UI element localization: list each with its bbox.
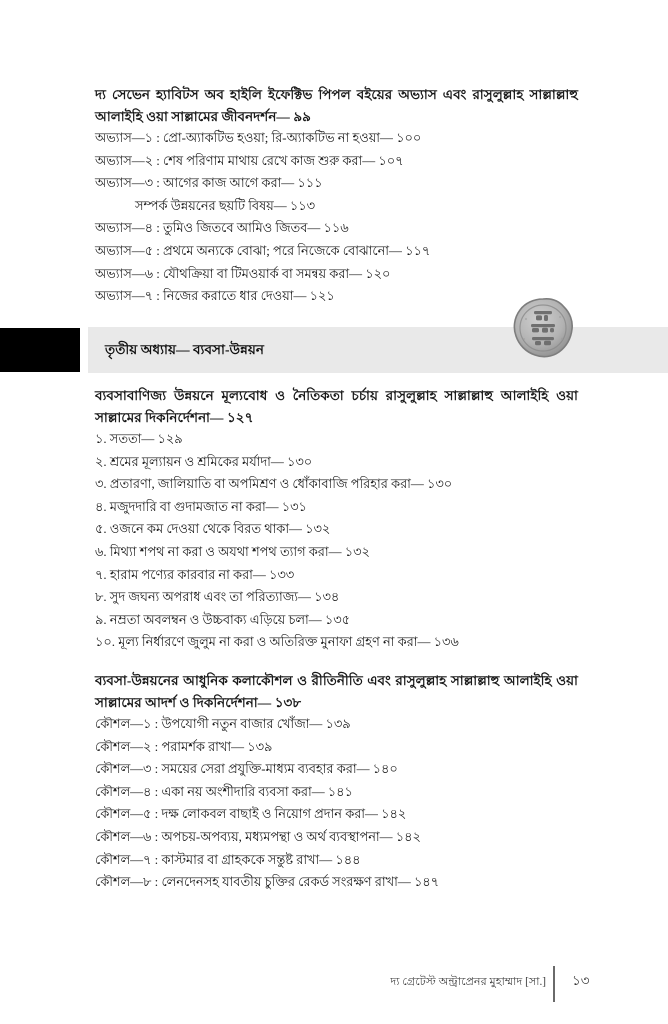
toc-entry[interactable]: কৌশল—২ : পরামর্শক রাখা— ১৩৯ (95, 739, 273, 754)
toc-entry[interactable]: ১০. মূল্য নির্ধারণে জুলুম না করা ও অতিরিক্ত মুনাফা গ্রহণ না করা— ১৩৬ (95, 635, 459, 650)
toc-entry[interactable]: অভ্যাস—৬ : যৌথক্রিয়া বা টিমওয়ার্ক বা সমন্বয় করা— ১২০ (95, 266, 391, 281)
section-two-block (0, 385, 668, 654)
toc-entry[interactable]: কৌশল—৭ : কাস্টমার বা গ্রাহককে সন্তুষ্ট রাখা— ১৪৪ (95, 852, 361, 867)
footer-book-title: দ্য গ্রেটেস্ট অন্ট্রাপ্রেনর মুহাম্মাদ [সা.] (390, 976, 546, 988)
page-footer (0, 954, 668, 1024)
toc-entry[interactable]: ৭. হারাম পণ্যের কারবার না করা— ১৩৩ (95, 567, 295, 582)
toc-entry[interactable]: ১. সততা— ১২৯ (95, 432, 183, 446)
chapter-tab-marker (0, 328, 80, 372)
section-two-entry-list (95, 428, 578, 654)
toc-entry[interactable]: কৌশল—৮ : লেনদেনসহ যাবতীয় চুক্তির রেকর্ড সংরক্ষণ রাখা— ১৪৭ (95, 875, 440, 890)
toc-entry[interactable]: কৌশল—৫ : দক্ষ লোকবল বাছাই ও নিয়োগ প্রদান করা— ১৪২ (95, 807, 407, 822)
section-one-heading: দ্য সেভেন হ্যাবিটস অব হাইলি ইফেক্টিভ পিপল বইয়ের অভ্যাস এবং রাসুলুল্লাহ সাল্লাল্লাহু আলাইহি ওয়া সাল্লামের জীবনদর্শন— ৯৯ (95, 87, 578, 124)
section-three (0, 670, 668, 894)
footer-divider (553, 966, 555, 1002)
toc-entry[interactable]: ৩. প্রতারণা, জালিয়াতি বা অপমিশ্রণ ও ধোঁকাবাজি পরিহার করা— ১৩০ (95, 477, 453, 492)
section-one-entry-list (95, 127, 578, 308)
section-three-heading: ব্যবসা-উন্নয়নের আধুনিক কলাকৌশল ও রীতিনীতি এবং রাসুলুল্লাহ সাল্লাল্লাহু আলাইহি ওয়া সাল্লামের আদর্শ ও দিকনির্দেশনা— ১৩৮ (95, 673, 578, 710)
toc-entry[interactable]: সম্পর্ক উন্নয়নের ছয়টি বিষয়— ১১৩ (135, 198, 315, 213)
toc-entry[interactable]: ৫. ওজনে কম দেওয়া থেকে বিরত থাকা— ১৩২ (95, 522, 331, 537)
toc-entry[interactable]: কৌশল—৬ : অপচয়-অপব্যয়, মধ্যমপন্থা ও অর্থ ব্যবস্থাপনা— ১৪২ (95, 829, 421, 844)
toc-entry[interactable]: অভ্যাস—৫ : প্রথমে অন্যকে বোঝা; পরে নিজেকে বোঝানো— ১১৭ (95, 243, 431, 258)
chapter-title: তৃতীয় অধ্যায়— ব্যবসা-উন্নয়ন (105, 342, 264, 357)
toc-entry[interactable]: ৬. মিথ্যা শপথ না করা ও অযথা শপথ ত্যাগ করা— ১৩২ (95, 544, 370, 559)
toc-entry[interactable]: কৌশল—৪ : একা নয় অংশীদারি ব্যবসা করা— ১৪১ (95, 784, 353, 799)
toc-entry[interactable]: অভ্যাস—২ : শেষ পরিণাম মাথায় রেখে কাজ শুরু করা— ১০৭ (95, 153, 404, 168)
toc-entry[interactable]: কৌশল—১ : উপযোগী নতুন বাজার খোঁজা— ১৩৯ (95, 717, 351, 731)
toc-entry[interactable]: অভ্যাস—৩ : আগের কাজ আগে করা— ১১১ (95, 176, 323, 191)
toc-entry[interactable]: ৪. মজুদদারি বা গুদামজাত না করা— ১৩১ (95, 499, 307, 514)
toc-entry[interactable]: অভ্যাস—১ : প্রো-অ্যাকটিভ হওয়া; রি-অ্যাকটিভ না হওয়া— ১০০ (95, 131, 422, 145)
seal-of-muhammad-icon (512, 297, 574, 359)
toc-entry[interactable]: অভ্যাস—৭ : নিজের করাতে ধার দেওয়া— ১২১ (95, 289, 335, 304)
page-number: ১৩ (572, 973, 590, 988)
toc-entry[interactable]: ২. শ্রমের মূল্যায়ন ও শ্রমিকের মর্যাদা— ১৩০ (95, 454, 313, 469)
section-three-block (0, 670, 668, 894)
section-one (0, 84, 668, 308)
section-two (0, 385, 668, 654)
toc-entry[interactable]: কৌশল—৩ : সময়ের সেরা প্রযুক্তি-মাধ্যম ব্যবহার করা— ১৪০ (95, 762, 398, 777)
section-two-heading: ব্যবসাবাণিজ্য উন্নয়নে মূল্যবোধ ও নৈতিকতা চর্চায় রাসুলুল্লাহ সাল্লাল্লাহু আলাইহি ওয়া সাল্লামের দিকনির্দেশনা— ১২৭ (95, 388, 578, 425)
toc-entry[interactable]: ৮. সুদ জঘন্য অপরাধ এবং তা পরিত্যাজ্য— ১৩৪ (95, 590, 340, 605)
toc-entry[interactable]: অভ্যাস—৪ : তুমিও জিতবে আমিও জিতব— ১১৬ (95, 221, 349, 236)
section-one-block (0, 84, 668, 308)
toc-entry[interactable]: ৯. নম্রতা অবলম্বন ও উচ্চবাক্য এড়িয়ে চলা— ১৩৫ (95, 612, 350, 627)
section-three-entry-list (95, 713, 578, 894)
